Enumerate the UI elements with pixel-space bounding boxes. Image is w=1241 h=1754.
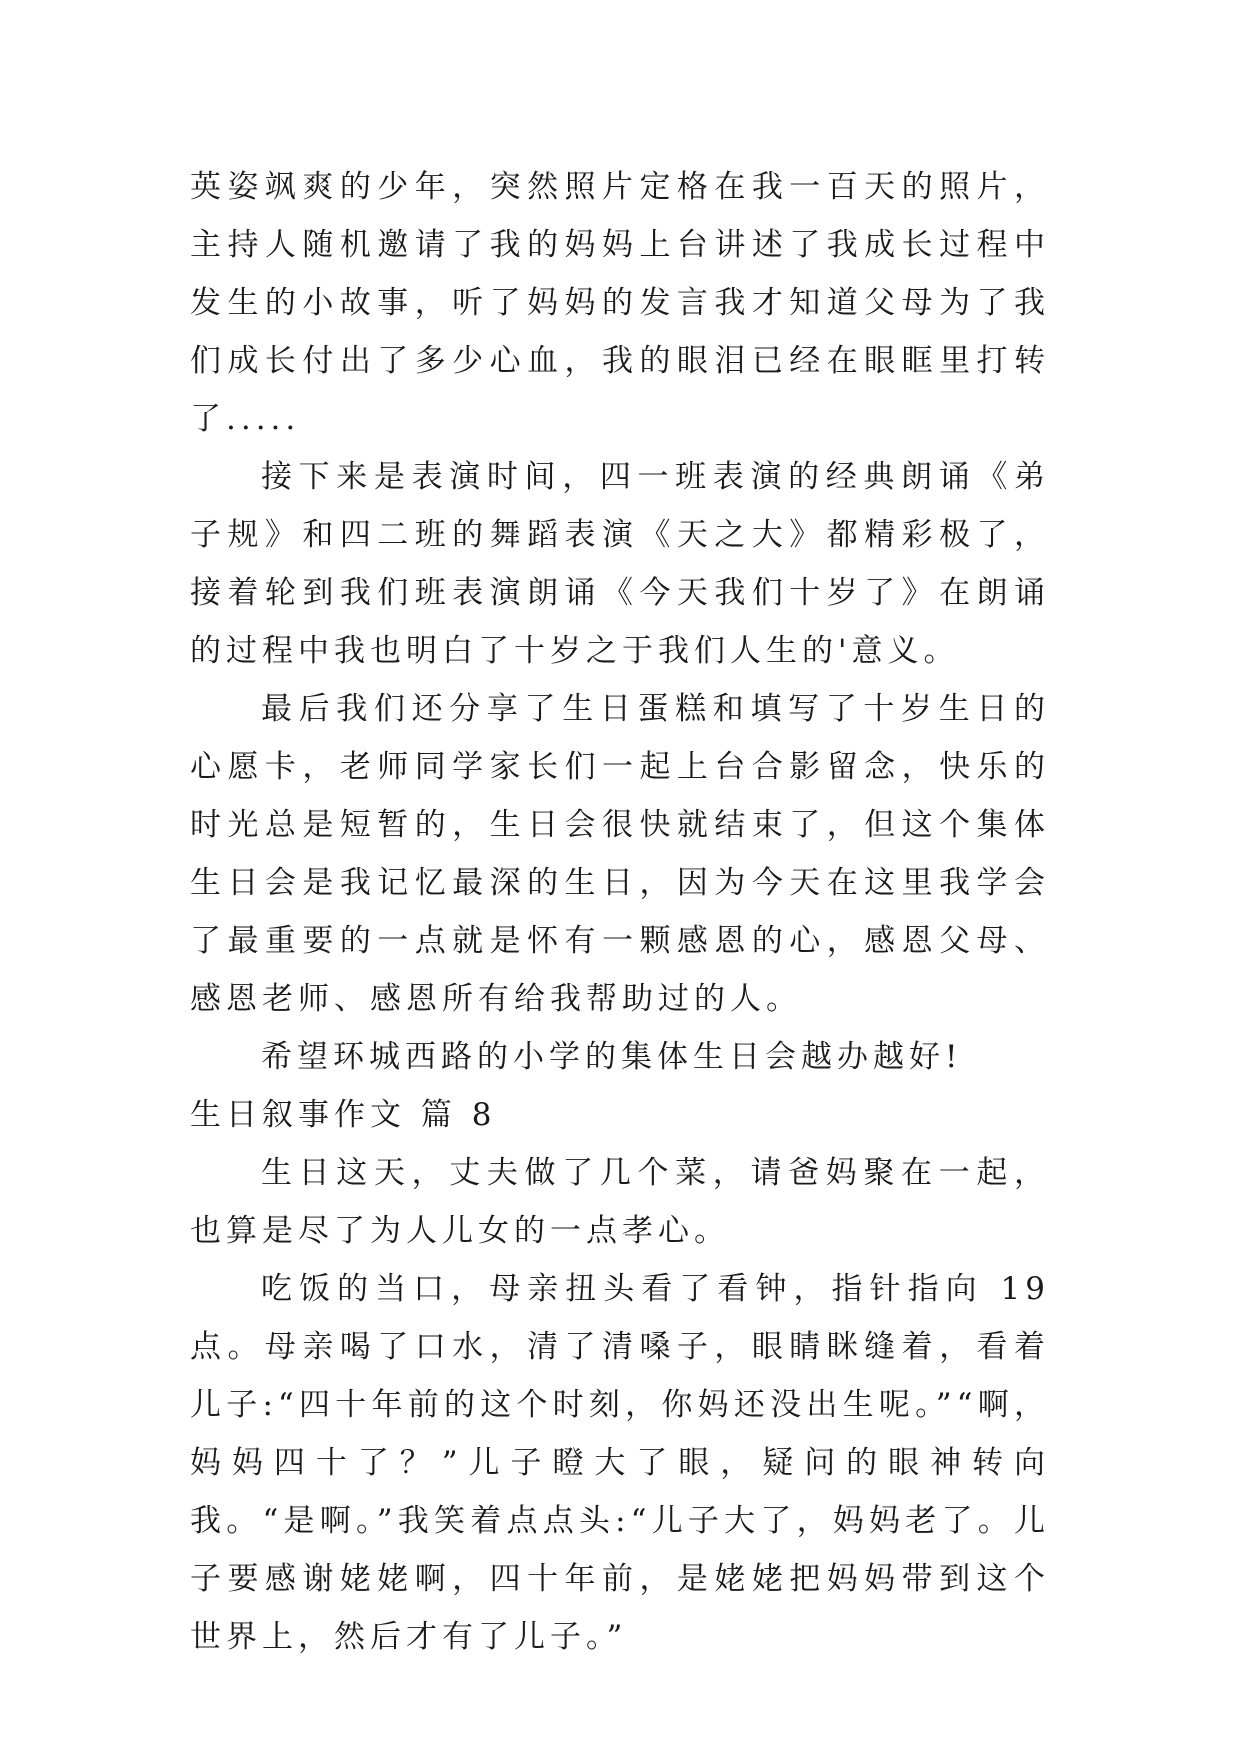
section-heading: 生日叙事作文 篇 8 — [190, 1097, 497, 1133]
paragraph: 最后我们还分享了生日蛋糕和填写了十岁生日的心愿卡，老师同学家长们一起上台合影留念，快乐的时光总是短暂的，生日会很快就结束了，但这个集体生日会是我记忆最深的生日，因为今天在这里我学会了最重要的一点就是怀有一颗感恩的心，感恩父母、感恩老师、感恩所有给我帮助过的人。 — [190, 691, 1050, 1017]
paragraph: 接下来是表演时间，四一班表演的经典朗诵《弟子规》和四二班的舞蹈表演《天之大》都精彩极了，接着轮到我们班表演朗诵《今天我们十岁了》在朗诵的过程中我也明白了十岁之于我们人生的'意义。 — [190, 459, 1050, 669]
paragraph: 生日这天，丈夫做了几个菜，请爸妈聚在一起，也算是尽了为人儿女的一点孝心。 — [190, 1155, 1050, 1249]
paragraph: 英姿飒爽的少年，突然照片定格在我一百天的照片，主持人随机邀请了我的妈妈上台讲述了我成长过程中发生的小故事，听了妈妈的发言我才知道父母为了我们成长付出了多少心血，我的眼泪已经在眼眶里打转了..... — [190, 169, 1050, 437]
paragraph: 吃饭的当口，母亲扭头看了看钟，指针指向 19 点。母亲喝了口水，清了清嗓子，眼睛眯缝着，看着儿子:“四十年前的这个时刻，你妈还没出生呢。”“啊，妈妈四十了？”儿子瞪大了眼，疑问的眼神转向我。“是啊。”我笑着点点头:“儿子大了，妈妈老了。儿子要感谢姥姥啊，四十年前，是姥姥把妈妈带到这个世界上，然后才有了儿子。” — [190, 1271, 1050, 1655]
document-body — [190, 158, 1050, 1666]
paragraph: 希望环城西路的小学的集体生日会越办越好! — [261, 1039, 963, 1075]
